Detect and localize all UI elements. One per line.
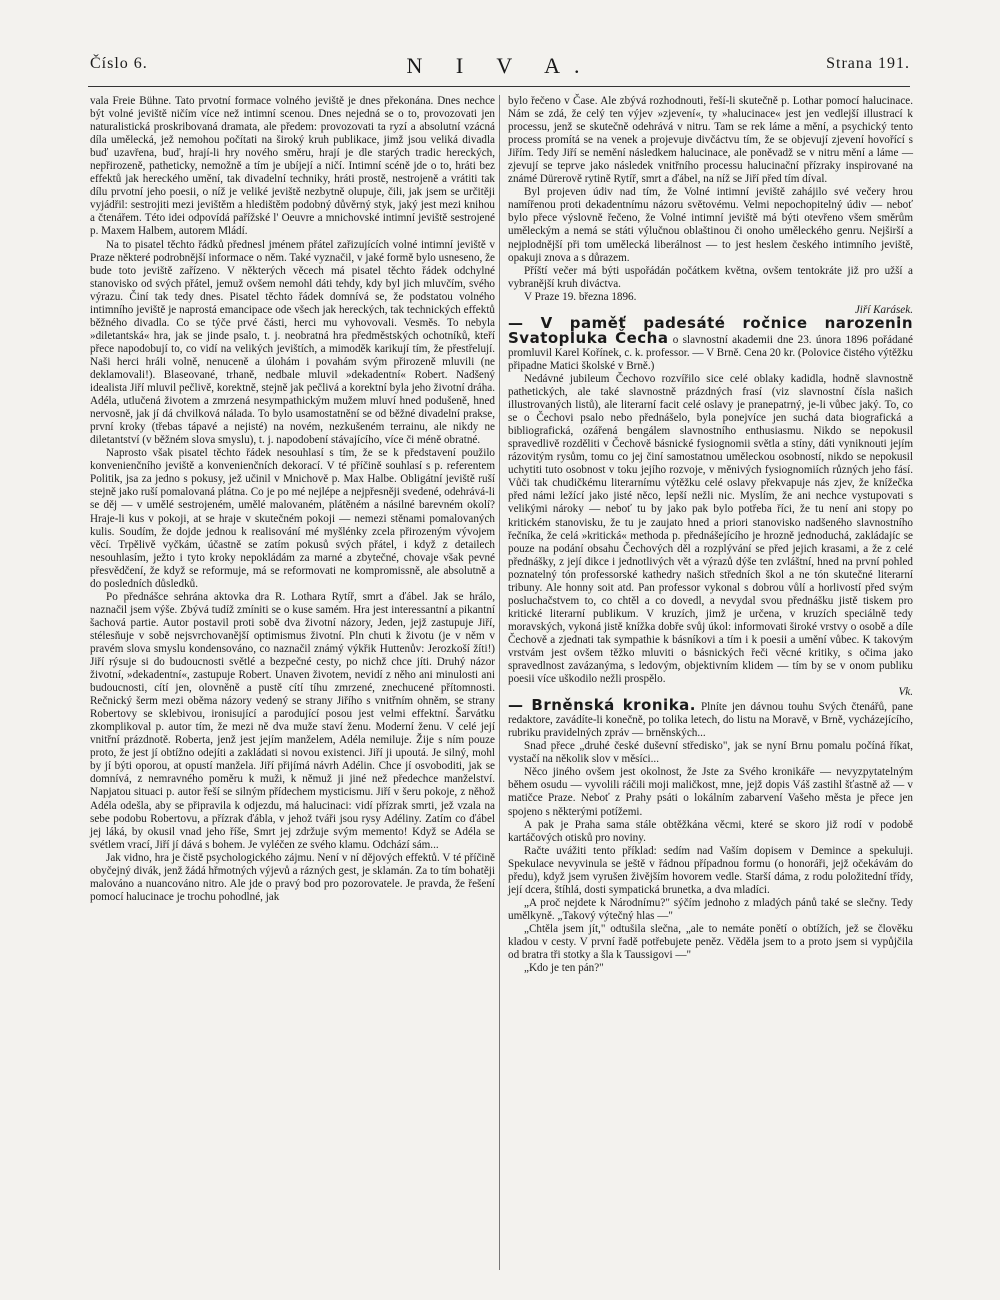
page-number: Strana 191. bbox=[826, 55, 910, 72]
paragraph: Jak vidno, hra je čistě psychologického zájmu. Není v ní dějových effektů. V té příčině obyčejný divák, jenž žádá hřmotných výjevů a rázných gest, je sklamán. Za to tím bohatěji malováno a nuancováno nitro. Ale jde o pravý bod pro pozorovatele. Je pravda, že řešení pomocí halucinace je trochu pohodlné, jak bbox=[90, 851, 495, 903]
page-header bbox=[90, 55, 910, 77]
paragraph: Naprosto však pisatel těchto řádek nesouhlasí s tím, že se k představení použilo konvenienčního jeviště a konvenienčních dekorací. V té příčině souhlasí s p. referentem Politik, jsa za jedno s pokusy, jež učinil v Mnichově p. Max Halbe. Obligátní jeviště ruší stejně jako ruší pomalovaná plátna. Co je po mé nejlépe a nejpřesněji svedené, odehrává-li se děj — v umělé sestrojeném, umělé malovaném, plátěném a násilné barevném okolí? Hraje-li kus v pokoji, at se hraje v skutečném pokoji — nemezi stěnami pomalovaných kulis. Soudím, že dojde jednou k realisování mé myšlénky zcela přirozeným vývojem věcí. Trpělivě vyčkám, účastně se zatím pokusů svých přátel, i když z detailech nesouhlasím, ježto i tyto kroky nepokládám za marné a zbytečné, chovaje však pevné přesvědčení, že když se reformuje, má se reformovati ne kompromissně, ale absolutně a do posledních důsledků. bbox=[90, 447, 495, 590]
paragraph: bylo řečeno v Čase. Ale zbývá rozhodnouti, řeší-li skutečně p. Lothar pomocí halucinace. Nám se zdá, že celý ten výjev »zjevení«, ty »halucinace« jest jen vedlejší illustrací k processu, jenž se skutečně odehrává v nitru. Tam se rek láme a mění, a psychický tento process promítá se na venek a projevuje divčáctvu tím, že se objevují zjevení hovořící s Jiřím. Tedy Jiří se nemění následkem halucinace, ale poněvadž se v nitru mění a láme — zjevují se teprve jako následek vnitřního processu halucinační přízraky inspirované na známé Dürerově rytině Rytíř, smrt a ďábel, na níž se Jiří před tím díval. bbox=[508, 95, 913, 186]
paragraph: Byl projeven údiv nad tím, že Volné intimní jeviště zahájilo své večery hrou namířenou proti dekadentnímu názoru světovému. Velmi nepochopitelný údiv — neboť bylo přece výslovně řečeno, že Volné intimní jeviště má býti otevřeno všem směrům uměleckým a nemá se státi výlučnou oblaštinou či onoho uměleckého genru. Nejširší a nejplodnější při tom umělecká liberálnost — to jest heslem českého intimního jeviště, opakuji znova a s důrazem. bbox=[508, 186, 913, 264]
paragraph: Nedávné jubileum Čechovo rozvířilo sice celé oblaky kadidla, hodně slavnostně pathetických, ale také slavnostně prázdných frasí (viz slavnostní čísla našich illustrovaných listů), ale literarní facit celé oslavy je pranepatrný, je-li vůbec jaký. To, co se o Čechovi psalo nebo přednášelo, byla ponejvíce jen suchá data biografická a bibliografická, ozářená bengálem slavnostního enthusiasmu. Nikdo se nepokusil spravedlivě rozděliti v Čechově básnické fysiognomii světla a stíny, dáti vyniknouti jejím rázovitým rysům, tomu co jej činí samostatnou uměleckou osobností, nikdo se nepokusil uchytiti tuto osobnost v toku jejího rozvoje, v měnivých fysiognomiích různých jeho fásí. Vůči tak chudičkému literarnímu výtěžku celé oslavy překvapuje nás zjev, že knížečka před námi ležící jako jisté něco, lepší nežli nic. Myslím, že ani nechce vystupovati s velikými nároky — neboť tu by jako pak bylo potřeba říci, že tu není ani stopy po kritickém stanovisku, že tu je zaujato hned a priori stanovisko nadšeného slavnostního řečníka, že celá »kritická« methoda p. přednášejícího je hrozně jednoduchá, zakládajíc se pouze na podání obsahu Čechových děl a rozplývání se před jejich krasami, a že z celé přednášky, z její dikce i jednotlivých vět a výrazů dýše ten zvláštní, hned na první pohled poznatelný tón professorské kathedry našich středních škol a ne tón skutečné literarní tribuny. Ale honny soit atd. Pan professor vykonal s dobrou vůlí a horlivostí před svým posluchačstvem to, co chtěl a co dovedl, a nevydal svou přednášku jistě tiskem pro kritické literarní publikum. V kruzích, jimž je určena, v kruzích speciálně tedy moravských, vykoná jistě knížka dobře svůj úkol: informovati široké vrstvy o osobě a díle Čechově a zjednati tak sympathie k básníkovi a tím i k poesii a umění vůbec. K takovým vrstvám jest ovšem těžko mluviti o básnických řeči věcné kritiky, s očima jako spravedlnost zavázanýma, s ledovým, objektivním klidem — tím by se v onom publiku poesii více uškodilo nežli prospělo. bbox=[508, 372, 913, 686]
cech-article bbox=[508, 313, 913, 373]
magazine-title: N I V A. bbox=[406, 53, 594, 78]
column-divider bbox=[499, 95, 500, 1270]
author-signature: Jiří Karásek. bbox=[854, 303, 913, 316]
paragraph: vala Freie Bühne. Tato prvotní formace volného jeviště je dnes překonána. Dnes nechce být volné jeviště ničím více než intimní scenou. Dnes nejedná se o to, provozovati jen naturalistická proskribovaná dramata, ale předem: provozovati ta ryzí a absolutní vzácná díla umělecká, jež nemohou počítati na široký kruh publikace, jimž jsou veliká divadla buď uzavřena, buď, hrají-li hry nového směru, hrají je dle starých tradic hereckých, nepřirozeně, patheticky, nemožně a tím je ubíjejí a ničí. Intimní scéně jde o to, hráti bez effektů jak hereckého umění, tak divadelní techniky, hráti prostě, nestrojeně a vrátiti tak dílu prvotní jeho poesii, o níž je veliké jeviště nezbytně olupuje, čili, jak jsem se určitěji vyjádřil: sestrojiti mezi jevištěm a hledištěm podobný důvěrný styk, jaký jest mezi knihou a čtenářem. Této idei odpovídá pařížské l' Oeuvre a mnichovské intimní jeviště sestrojené p. Maxem Halbem, autorem Mládí. bbox=[90, 95, 495, 238]
paragraph: Po přednášce sehrána aktovka dra R. Lothara Rytíř, smrt a ďábel. Jak se hrálo, naznačil jsem výše. Zbývá tudíž zmíniti se o kuse samém. Hra jest interessantní a pikantní šachová partie. Autor postavil proti sobě dva životní názory, Jeden, jejž zastupuje Jiří, stélesňuje v sobě nejsvrchovanější optimismus životní. Pln chuti k životu (je v něm v pravém slova smyslu kondensováno, co naznačil známý výkřik Huttenův: Jerozkoší žíti!) Jiří rýsuje si do budoucnosti světlé a bezpečné cesty, po nichž chce jíti. Druhý názor životní, »dekadentní«, zastupuje Robert. Unaven životem, nevidí z něho ani minulosti ani budoucnosti, cítí jen, olovněně a pustě cítí tíhu zmrzené, znechucené přítomnosti. Rečnický šerm mezi oběma názory vedený se strany Jiřího s vnitřním ohněm, se strany Robertovy se sklebivou, ironisující a parodující posou jest velmi effektní. Šarvátku zkomplikoval p. autor tím, že mezi ně dva muže staví ženu. Moderní ženu. V celé její vnitřní prázdnotě. Roberta, jenž jest jejím manželem, Adéla nemiluje. Žije s ním pouze proto, že jest jí obtížno odejíti a zakládati si novou existenci. Jiří ji upoutá. Je silný, mohl by jí býti oporou, at opustí manžela. Jiří přijímá návrh Adélin. Chce jí osvoboditi, jak se domnívá, z nemravného poměru k muži, k němuž ji jiné než předechce manželství. Napjatou situaci p. autor řeší se silným přídechem mysticismu. Jiří v šeru pokoje, z něhož Adéla odešla, aby se připravila k odjezdu, má halucinaci: vidí přízrak smrti, jež vzala na sebe podobu Robertovu, a přízrak ďábla, v jehož tváři jsou rysy Adéliny. Zatím co ďábel jej láká, by okusil vnad jeho říše, Smrt jej zdržuje svým memento! Když se Adéla se svétlem vrací, Jiří jí dává s bohem. Je vyléčen ze svého klamu. Odchází sám... bbox=[90, 590, 495, 851]
cech-heading: — V paměť padesáté ročnice narozenin Svatopluka Čecha bbox=[508, 313, 913, 347]
paragraph: „Chtěla jsem jít," odtušila slečna, „ale to nemáte ponětí o obtížích, jež se člověku kladou v cesty. V první řadě potřebujete peněz. Věděla jsem to a proto jsem si vypůjčila od bratra tři stotky a šla k Taussigovi —" bbox=[508, 922, 913, 962]
header-rule bbox=[88, 86, 910, 87]
paragraph: Příští večer má býti uspořádán počátkem května, ovšem tentokráte již pro užší a vybranější kruh diváctva. bbox=[508, 264, 913, 290]
brno-article bbox=[508, 696, 913, 740]
paragraph: „A proč nejdete k Národnímu?" sýčím jednoho z mladých pánů také se slečny. Tedy umělkyně. „Takový výtečný hlas —" bbox=[508, 896, 913, 922]
issue-number: Číslo 6. bbox=[90, 55, 148, 72]
left-column bbox=[90, 95, 495, 904]
paragraph: Račte uvážiti tento příklad: sedím nad Vaším dopisem v Demince a spekuluji. Spekulace nevyvinula se ještě v řádnou případnou formu (o honoráři, jejž očekávám do předu), když jsem vyrušen živějším hovorem vedle. Starší dáma, z rodu položitední třídy, její dcera, štíhlá, dosti sympatická brunetka, a dva mladíci. bbox=[508, 844, 913, 896]
paragraph: Na to pisatel těchto řádků přednesl jménem přátel zařizujících volné intimní jeviště v Praze některé podrobnější informace o něm. Také vyznačil, v jaké formě bylo usneseno, že bude toto jeviště zařízeno. V některých věcech má pisatel těchto řádek odchylné stanovisko od svých přátel, jemuž ovšem nemohl dáti tehdy, kdy byl jich mluvčím, svého výrazu. Činí tak tedy dnes. Pisatel těchto řádek domnívá se, že podstatou volného intimního jeviště je naprostá emancipace ode všech jak hereckých, tak technických effektů běžného divadla. Co se týče prvé části, herci mu vyhovovali. Vesměs. To nebyla »diletantská« hra, jak se jinde psalo, t. j. neobratná hra předměstských ochotníků, kteří přece napodobují to, co vidí na velikých jevištích, a mimoděk karikují tím, že přestřelují. Naši herci hráli volně, nenuceně a úlohám i povahám svým přirozeně mluvili (ne deklamovali!). Blaseované, trhaně, nedbale mluvil »dekadentní« Robert. Nadšený idealista Jiří mluvil pečlivě, korektně, stejně jak pečlivá a korektní byla jeho životní dráha. Adéla, utlučená životem a zmrzená nesympathickým mužem mluví hned podušeně, hned nervosně, jak jí dá chvilková nálada. To bylo usamostatnění se od běžné divadelní prakse, první kroky (třebas tápavé a nejisté) na novém, nezkušeném terrainu, ale nikdy ne diletantství (v běžném slova smyslu), t. j. napodobení stávajícího, více či méně obratné. bbox=[90, 238, 495, 447]
author-signature: Vk. bbox=[898, 686, 913, 699]
brno-intro: Plníte jen dávnou touhu Svých čtenářů, pane redaktore, zavádíte-li konečně, po tolika letech, do listu na Moravě, v Brně, vycházejícího, rubriku pravidelných zpráv — brněnských... bbox=[508, 701, 913, 740]
cech-intro: o slavnostní akademii dne 23. února 1896 pořádané promluvil Karel Kořínek, c. k. professor. — V Brně. Cena 20 kr. (Polovice čistého výtěžku připadne Matici školské v Brně.) bbox=[508, 333, 913, 372]
dateline: V Praze 19. března 1896. bbox=[524, 290, 637, 303]
right-column bbox=[508, 95, 913, 975]
brno-heading: — Brněnská kronika. bbox=[508, 696, 696, 715]
paragraph: A pak je Praha sama stále obtěžkána věcmi, které se skoro již rodí v podobě kartáčových otisků pro noviny. bbox=[508, 818, 913, 844]
paragraph: Snad přece „druhé české duševní středisko", jak se nyní Brnu pomalu počíná říkat, vystačí na několik slov v měsíci... bbox=[508, 740, 913, 766]
paragraph: Něco jiného ovšem jest okolnost, že Jste za Svého kronikáře — nevyzpytatelným během osudu — vyvolili ráčili moji maličkost, mne, jejž dopis Váš zastihl šťastně až — v matičce Praze. Neboť z Prahy psáti o lokálním zabarvení Vašeho města je přece jen spojeno s některými potížemi. bbox=[508, 766, 913, 818]
paragraph: „Kdo je ten pán?" bbox=[524, 962, 604, 975]
